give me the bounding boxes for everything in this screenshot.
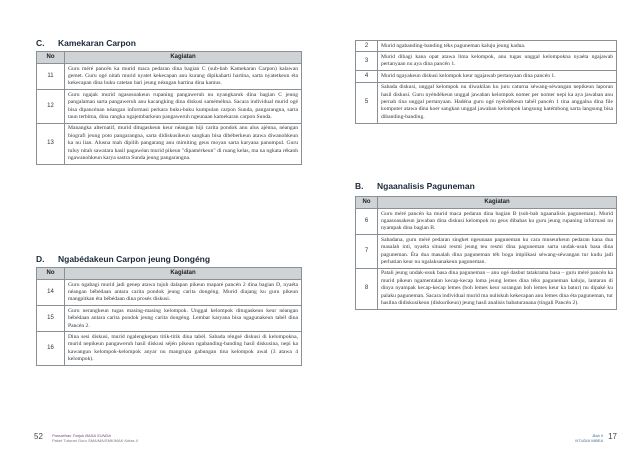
row-number: 14 — [37, 280, 65, 306]
section-c-title: Kamekaran Carpon — [58, 38, 136, 48]
header-kegiatan: Kagiatan — [65, 268, 302, 280]
header-no: No — [37, 268, 65, 280]
section-b-heading — [355, 181, 475, 191]
table-row — [37, 280, 302, 306]
row-text: Manangka alternatif, murid ditugaskeun keur néangan hiji carita pondok anu alus ajénna, néangan biografi jeung poto pangarangna, sarta didiskusikeun sangkan bisa dibéberkeun atawa diwanohkeun ka nu lian. Alusna mah dipilih pangarang anu mimiting geus moyan sarta karyana panumpul. Guru tuluy nitah sawatara hasil pagawéan murid pikeun "dipamérkeun" di ruang kelas, ma na ngkata rékanh ngawanohkeun karya sastra Sunda jeung pangarangna. — [65, 123, 302, 164]
row-text: Murid ngabanding-banding téks paguneman kaluju jeung kadua. — [378, 41, 617, 52]
section-d-title: Ngabédakeun Carpon jeung Dongéng — [58, 254, 211, 264]
row-number: 7 — [356, 235, 378, 269]
section-d-letter: D. — [36, 254, 45, 264]
row-number: 16 — [37, 332, 65, 366]
header-no: No — [356, 197, 378, 209]
page-number: 52 — [34, 432, 43, 441]
footer-book-subtitle: Paket Tuturari Guru SMA/MA/SMK/MAK Kelas X — [52, 438, 139, 443]
right-page — [319, 0, 638, 452]
row-number: 6 — [356, 209, 378, 235]
header-kegiatan: Kagiatan — [378, 197, 617, 209]
footer-chapter: Bab II — [592, 433, 603, 438]
row-number: 5 — [356, 82, 378, 123]
section-b-table — [355, 196, 617, 310]
table-header-row — [37, 52, 302, 64]
table-row — [37, 90, 302, 124]
row-number: 15 — [37, 306, 65, 332]
row-number: 13 — [37, 123, 65, 164]
table-row — [356, 71, 617, 82]
header-kegiatan: Kagiatan — [65, 52, 302, 64]
footer-chapter-title: NTUDIA NIBEA — [575, 438, 603, 443]
table-row — [37, 64, 302, 90]
table-row — [356, 268, 617, 309]
table-row — [356, 82, 617, 123]
row-text: Murid ngayakeun diskusi kelompok keur ngajawab pertanyaan dina pancén 1. — [378, 71, 617, 82]
header-no: No — [37, 52, 65, 64]
row-number: 4 — [356, 71, 378, 82]
section-c-table — [36, 51, 302, 165]
table-row — [37, 123, 302, 164]
table-row — [37, 332, 302, 366]
table-row — [37, 306, 302, 332]
section-c-letter: C. — [36, 38, 45, 48]
row-text: Guru méré pancén ka murid maca pedaran dina bagian B (sub-bab ngaanalisis paguneman). Murid ngaasoasakeun jawaban dina diskusi kelompok nu geus dibahas ku guru jeung rupaning informasi nu nyampak dina bagian B. — [378, 209, 617, 235]
table-header-row — [37, 268, 302, 280]
section-b-letter: B. — [355, 181, 364, 191]
section-b-title: Ngaanalisis Paguneman — [377, 181, 475, 191]
table-row — [356, 209, 617, 235]
footer-book-title: Pamaéhan Tunjuk BASA SUNDA — [52, 433, 111, 438]
section-d-heading — [36, 254, 210, 264]
row-text: Guru méré pancén ka murid maca pedaran dina bagian C (sub-bab Kamekaran Carpon) kalawan gemet. Guru ogé nitah murid nyatet kekecapan anu kurang dipikaharti hartina, sarta nyatetkeun éta kekecapan dina buku catetan bari jeung néangan hartina dina kamus. — [65, 64, 302, 90]
table-row — [356, 41, 617, 52]
row-text: Sabada diskusi, unggal kelompok nu diwakilan ku juru caturna séwang-séwangan nepikeun laporan hasil diskusi. Guru nyéndékeun unggal jawaban kelompok nomer per nomer nepi ka aya jawaban anu pernah tina unggal pertanyaan. Hadéna guru ogé nyéndékeun tabél pancén 1 tina anggalna dina file komputer atawa dina koer sangkan unggal jawaban kelompok langsung katémbong sarta langsung bisa dibanding-banding. — [378, 82, 617, 123]
continued-table — [355, 40, 617, 124]
section-d-table — [36, 267, 302, 366]
row-number: 11 — [37, 64, 65, 90]
page-number: 17 — [608, 432, 617, 441]
row-text: Patali jeung undak-usuk basa dina paguneman – anu ogé dasbut tatakrama basa – guru méré pancén ka murid pikeun ngamentalan kecap-kecap loma jeung lemes dina téks paguneman kaluju, lantaran di dinya nyampak kecap-kecap lemes (boh lemes keur sorangan boh lemes keur ka batur) nu dipaké ku palaku paguneman. Sacara individual murid ma nuliskuh kekecapan anu lemes dina éta paguneman, tur hasilna didiskusikeun (diskurikeun) jeung hasil analisis babaturanana (tingali Pancén 2). — [378, 268, 617, 309]
row-text: Guru ngajak murid ngasosoakeun rupaning pangaweruh nu nyangkaruk dina bagian C jeung pangalaman sarta pangaweruh anu kacangking dina diskusi saméméhna. Sacara individual murid ogé bisa dipancénan néangan informasi perkara buku-buku kumpulan carpon Sunda, pangarangna, sarta taun terbitna, dina rangka ngajembarkeun pangaweruh ngeunaan kamekaran carpon Sunda. — [65, 90, 302, 124]
row-text: Guru nerangkeun tugas masing-masing kelompok. Unggal kelompok ditugaskeun keur néangan bébédaan antara carita pondok jeung carita dongéng. Lembar karyana bisa ngagunakeun tabél dina Pancén 2. — [65, 306, 302, 332]
row-number: 12 — [37, 90, 65, 124]
row-text: Guru ngabagi murid jadi genep atawa tujuh dalapan pikeun maparé pancén 2 dina bagian D, nyaéta néangan bébédaan antara carita pondok jeung carita dongéng. Murid diajang ku guru pikeun mangpitkan éta bébédaan dina prosés diskusi. — [65, 280, 302, 306]
table-row — [356, 52, 617, 71]
row-text: Murid dibagi kana opat atawa lima kelompok, anu tugas unggal kelompokna nyaéta ngajawab pertanyaan nu aya dina pancén 1. — [378, 52, 617, 71]
row-number: 3 — [356, 52, 378, 71]
row-text: Dina sesi diskusi, murid ngalengkepan titik-titik dina tabél. Sabada réngsé diskusi di kelompokna, murid nepikeun pangaweruh hasil diskusi séjén pikeun ngabanding-banding hasil diskusina, nepi ka kawangun kelompok-kelompok anyar nu mangrupa gabungan tina kelompok awal (3 atawa 4 kelompok). — [65, 332, 302, 366]
table-header-row — [356, 197, 617, 209]
section-c-heading — [36, 38, 136, 48]
row-number: 2 — [356, 41, 378, 52]
table-row — [356, 235, 617, 269]
row-number: 8 — [356, 268, 378, 309]
row-text: Sabadana, guru méré pedaran singket ngeunaan paguneman ku cara museurkeun pedaran kana dua masalah inti, nyaéta situasi resmi jeung teu resmi dina paguneman sarta undak-usuk basa dina paguneman. Éta dua masalah dina paguneman téh boga implikasi séwang-séwangan tur kudu jadi perhatian keur nu ngalaksanakeun paguneman. — [378, 235, 617, 269]
